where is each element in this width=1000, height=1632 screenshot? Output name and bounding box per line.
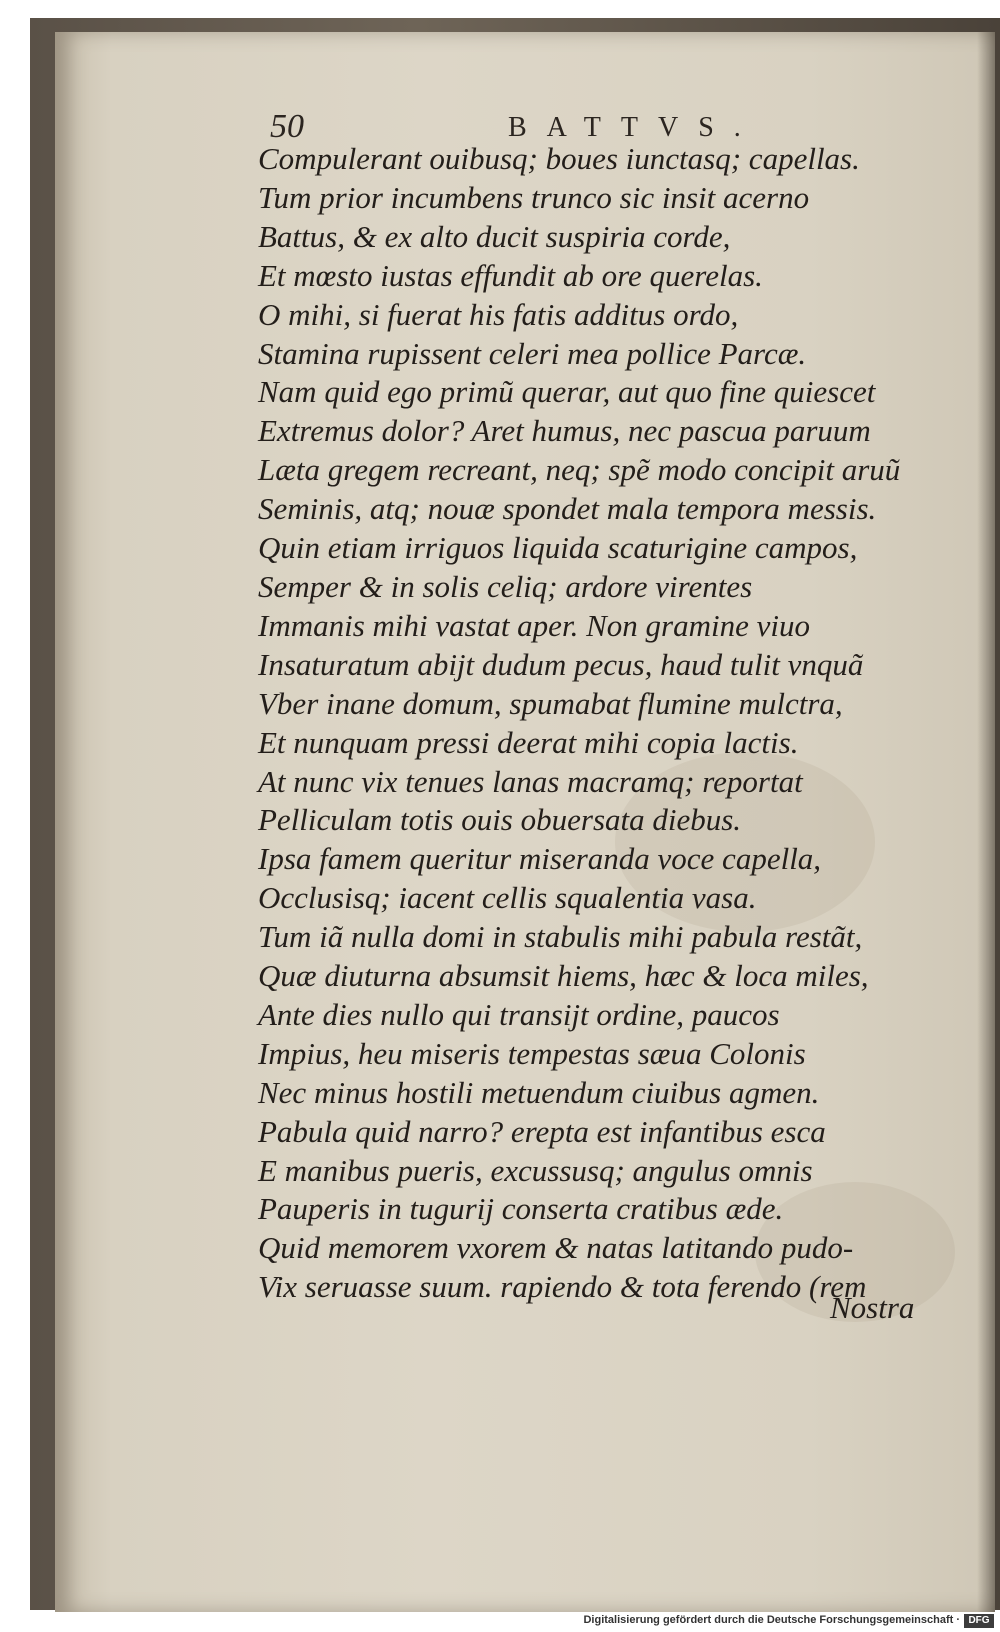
verse-line: Stamina rupissent celeri mea pollice Parcæ. [258,335,807,371]
verse-line: Impius, heu miseris tempestas sæua Colonis [258,1035,806,1071]
verse-line: Nam quid ego primũ querar, aut quo fine quiescet [258,374,876,410]
verse-line: Occlusisq; iacent cellis squalentia vasa. [258,880,757,916]
verse-line: O mihi, si fuerat his fatis additus ordo, [258,296,739,332]
verse-line: Extremus dolor? Aret humus, nec pascua paruum [258,413,871,449]
catchword: Nostra [830,1290,915,1325]
verse-line: At nunc vix tenues lanas macramq; reportat [258,763,803,799]
verse-line: Vber inane domum, spumabat flumine mulctra, [258,685,843,721]
digitization-footer [0,1612,1000,1632]
verse-block [258,140,938,1307]
verse-line: Pabula quid narro? erepta est infantibus esca [258,1113,826,1149]
verse-line: Immanis mihi vastat aper. Non gramine viuo [258,607,810,643]
verse-line: Vix seruasse suum. rapiendo & tota ferendo (rem [258,1269,867,1305]
verse-line: Ipsa famem queritur miseranda voce capella, [258,841,822,877]
verse-line: E manibus pueris, excussusq; angulus omnis [258,1152,813,1188]
running-head: BATTVS. [508,112,761,143]
verse-line: Et nunquam pressi deerat mihi copia lactis. [258,724,799,760]
verse-line: Compulerant ouibusq; boues iunctasq; capellas. [258,141,860,176]
funding-note: Digitalisierung gefördert durch die Deutsche Forschungsgemeinschaft · [583,1614,960,1626]
verse-line: Tum iã nulla domi in stabulis mihi pabula restãt, [258,919,863,955]
verse-line: Tum prior incumbens trunco sic insit acerno [258,179,810,215]
verse-line: Et mœsto iustas effundit ab ore querelas. [258,257,763,293]
verse-line: Nec minus hostili metuendum ciuibus agmen. [258,1074,820,1110]
verse-line: Ante dies nullo qui transijt ordine, paucos [258,996,780,1032]
verse-line: Quid memorem vxorem & natas latitando pudo- [258,1230,854,1266]
verse-line: Quin etiam irriguos liquida scaturigine campos, [258,530,858,566]
verse-line: Pauperis in tugurij conserta cratibus æde. [258,1191,784,1227]
verse-line: Quæ diuturna absumsit hiems, hæc & loca miles, [258,958,869,994]
verse-line: Læta gregem recreant, neq; spẽ modo concipit aruũ [258,452,901,488]
verse-line: Insaturatum abijt dudum pecus, haud tulit vnquã [258,646,864,682]
page-edge-shadow [977,32,995,1612]
verse-line: Semper & in solis celiq; ardore virentes [258,568,753,604]
verse-line: Pelliculam totis ouis obuersata diebus. [258,802,742,838]
verse-line: Battus, & ex alto ducit suspiria corde, [258,218,731,254]
dfg-logo: DFG [964,1614,994,1628]
verse-line: Seminis, atq; nouæ spondet mala tempora messis. [258,491,877,527]
page-number: 50 [270,108,304,145]
